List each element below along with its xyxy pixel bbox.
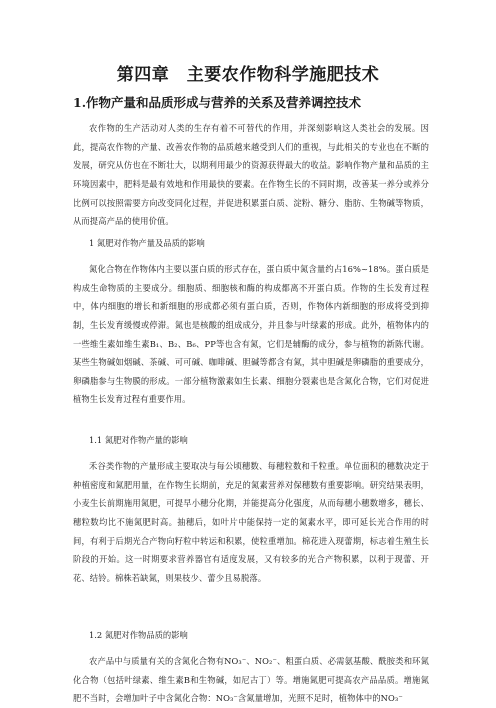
chapter-title: 第四章 主要农作物科学施肥技术 (116, 65, 380, 85)
subheading-nitrogen-quality: 1.2 氮肥对作物品质的影响 (89, 630, 188, 640)
nitrogen-effect-paragraph: 氮化合物在作物体内主要以蛋白质的形式存在，蛋白质中氮含量约占16%~18%。蛋白质是构成生命物质的主要成分。细胞质、细胞核和酶的构成都离不开蛋白质。作物的生长发育过程中，体内细胞的增长和新细胞的形成都必须有蛋白质，否则，作物体内新细胞的形成将受到抑制，生长发育缓慢或停滞。氮也是核酸的组成成分，并且参与叶绿素的形成。此外，植物体内的一些维生素如维生素B₁、B₂、B₆、PP等也含有氮，它们是辅酶的成分，参与植物的新陈代谢。某些生物碱如烟碱、茶碱、可可碱、咖啡碱、胆碱等都含有氮，其中胆碱是卵磷脂的重要成分，卵磷脂参与生物膜的形成。一部分植物激素如生长素、细胞分裂素也是含氮化合物，它们对促进植物生长发育过程有重要作用。 (73, 264, 429, 405)
nitrogen-yield-paragraph: 禾谷类作物的产量形成主要取决与每公顷穗数、每穗粒数和千粒重。单位面积的穗数决定于种植密度和氮肥用量，在作物生长期前，充足的氮素营养对保穗数有重要影响。研究结果表明，小麦生长前期施用氮肥，可提早小穗分化期，并能提高分化强度，从而每穗小穗数增多，穗长、穗粒数均比不施氮肥时高。抽穗后，如叶片中能保持一定的氮素水平，即可延长光合作用的时间，有利于后期光合产物向籽粒中转运和积累，使粒重增加。棉花进入现蕾期，标志着生殖生长阶段的开始。这一时期要求营养器官有适度发展，又有较多的光合产物积累，以利于现蕾、开花、结铃。棉株若缺氮，则果枝少、蕾少且易脱落。 (73, 461, 429, 583)
nitrogen-quality-paragraph: 农产品中与质量有关的含氮化合物有NO₃⁻、NO₂⁻、粗蛋白质、必需氨基酸、酰胺类和环氮化合物（包括叶绿素、维生素B和生物碱，如尼古丁）等。增施氮肥可提高农产品品质。增施氮肥不当时，会增加叶子中含氮化合物：NO₃⁻含氮量增加，光照不足时，植物体中的NO₃⁻ (73, 656, 429, 704)
section-title: 1.作物产量和品质形成与营养的关系及营养调控技术 (73, 95, 362, 110)
subheading-nitrogen-yield: 1.1 氮肥对作物产量的影响 (89, 435, 188, 445)
subheading-nitrogen-effect: 1 氮肥对作物产量及品质的影响 (89, 238, 205, 248)
intro-paragraph: 农作物的生产活动对人类的生存有着不可替代的作用，并深刻影响这人类社会的发展。因此，提高农作物的产量、改善农作物的品质越来越受到人们的重视，与此相关的专业也在不断的发展，研究从仿也在不断壮大，以期利用最少的资源获得最大的收益。影响作物产量和品质的主环境因素中，肥料是最有效地和作用最快的要素。在作物生长的不同时期，改善某一养分或养分比例可以按照需要方向改变同化过程，并促进积累蛋白质、淀粉、糖分、脂肪、生物碱等物质，从而提高产品的使用价值。 (73, 123, 429, 227)
